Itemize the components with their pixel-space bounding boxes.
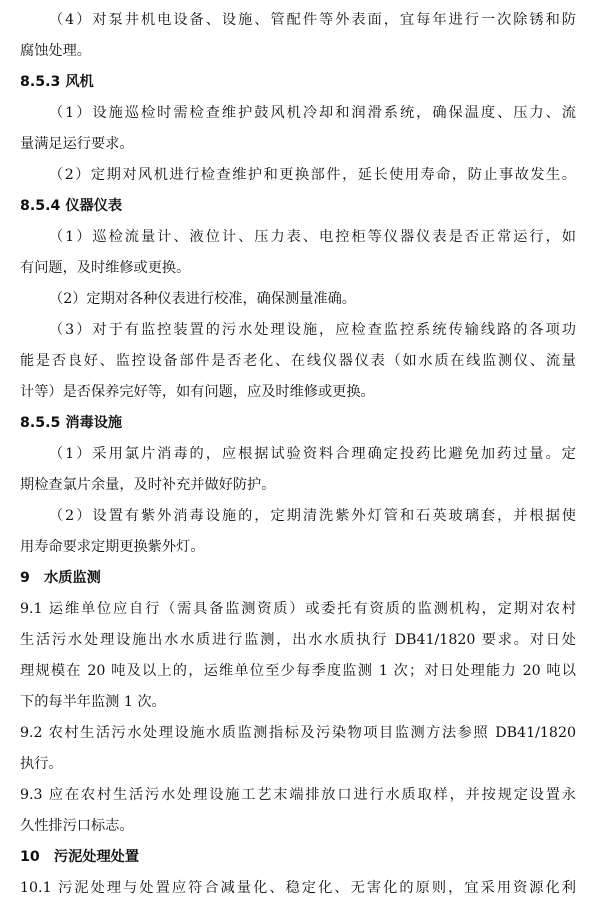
section-heading-8-5-4: 8.5.4 仪器仪表 — [20, 198, 123, 214]
paragraph-line: （4）对泵井机电设备、设施、管配件等外表面，宜每年进行一次除锈和防 — [49, 12, 576, 28]
paragraph-line: （1）设施巡检时需检查维护鼓风机冷却和润滑系统，确保温度、压力、流 — [49, 105, 576, 121]
section-heading-9: 9 水质监测 — [20, 570, 101, 586]
paragraph-line: 久性排污口标志。 — [20, 818, 134, 834]
section-heading-8-5-3: 8.5.3 风机 — [20, 74, 94, 90]
paragraph-line: 执行。 — [20, 756, 63, 772]
paragraph-line: （2）定期对各种仪表进行校准，确保测量准确。 — [49, 291, 356, 307]
paragraph-line: 9.2 农村生活污水处理设施水质监测指标及污染物项目监测方法参照 DB41/1820 — [20, 725, 576, 741]
paragraph-line: 用寿命要求定期更换紫外灯。 — [20, 539, 205, 555]
paragraph-line: （1）巡检流量计、液位计、压力表、电控柜等仪器仪表是否正常运行，如 — [49, 229, 576, 245]
paragraph-line: （2）设置有紫外消毒设施的，定期清洗紫外灯管和石英玻璃套，并根据使 — [49, 508, 576, 524]
paragraph-line: 生活污水处理设施出水水质进行监测，出水水质执行 DB41/1820 要求。对日处 — [20, 632, 576, 648]
paragraph-line: 10.1 污泥处理与处置应符合减量化、稳定化、无害化的原则，宜采用资源化利 — [20, 880, 576, 896]
paragraph-line: （1）采用氯片消毒的，应根据试验资料合理确定投药比避免加药过量。定 — [49, 446, 576, 462]
paragraph-line: 下的每半年监测 1 次。 — [20, 694, 166, 710]
paragraph-line: 计等）是否保养完好等，如有问题，应及时维修或更换。 — [20, 384, 375, 400]
paragraph-line: 量满足运行要求。 — [20, 136, 134, 152]
paragraph-line: （3）对于有监控装置的污水处理设施，应检查监控系统传输线路的各项功 — [49, 322, 576, 338]
section-heading-8-5-5: 8.5.5 消毒设施 — [20, 415, 123, 431]
paragraph-line: 有问题，及时维修或更换。 — [20, 260, 191, 276]
paragraph-line: 9.3 应在农村生活污水处理设施工艺末端排放口进行水质取样，并按规定设置永 — [20, 787, 576, 803]
paragraph-line: （2）定期对风机进行检查维护和更换部件，延长使用寿命，防止事故发生。 — [49, 167, 576, 183]
paragraph-line: 理规模在 20 吨及以上的，运维单位至少每季度监测 1 次；对日处理能力 20 吨以 — [20, 663, 576, 679]
section-heading-10: 10 污泥处理处置 — [20, 849, 140, 865]
paragraph-line: 9.1 运维单位应自行（需具备监测资质）或委托有资质的监测机构，定期对农村 — [20, 601, 576, 617]
paragraph-line: 能是否良好、监控设备部件是否老化、在线仪器仪表（如水质在线监测仪、流量 — [20, 353, 576, 369]
paragraph-line: 腐蚀处理。 — [20, 43, 91, 59]
paragraph-line: 期检查氯片余量，及时补充并做好防护。 — [20, 477, 276, 493]
